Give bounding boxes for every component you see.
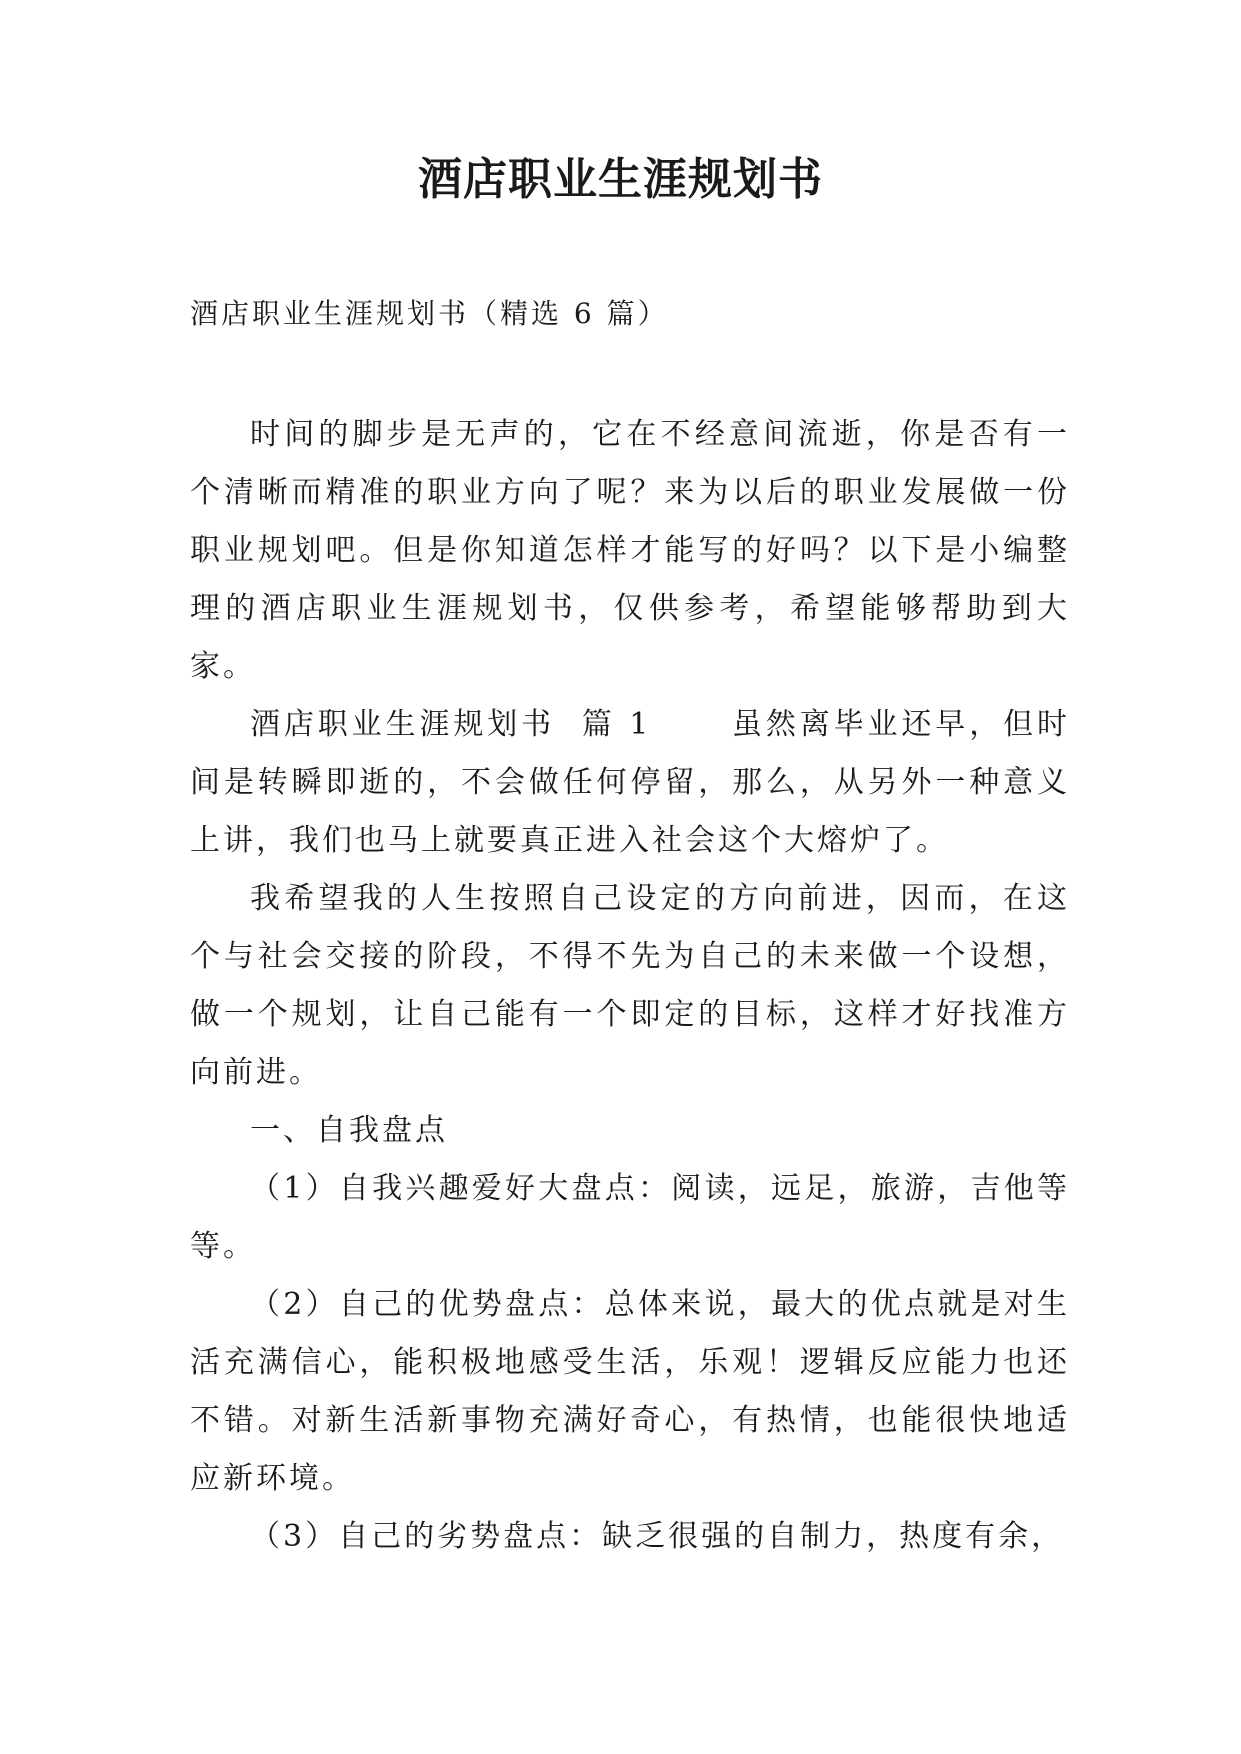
document-body bbox=[190, 406, 1070, 1566]
paragraph-hope: 我希望我的人生按照自己设定的方向前进，因而，在这个与社会交接的阶段，不得不先为自己的未来做一个设想，做一个规划，让自己能有一个即定的目标，这样才好找准方向前进。 bbox=[190, 881, 1070, 1090]
document-subtitle: 酒店职业生涯规划书（精选 6 篇） bbox=[190, 297, 669, 330]
paragraph-weaknesses: （3）自己的劣势盘点：缺乏很强的自制力，热度有余， bbox=[250, 1519, 1065, 1554]
paragraph-interests: （1）自我兴趣爱好大盘点：阅读，远足，旅游，吉他等等。 bbox=[190, 1171, 1070, 1264]
paragraph-intro: 时间的脚步是无声的，它在不经意间流逝，你是否有一个清晰而精准的职业方向了呢？来为以后的职业发展做一份职业规划吧。但是你知道怎样才能写的好吗？以下是小编整理的酒店职业生涯规划书，仅供参考，希望能够帮助到大家。 bbox=[190, 417, 1070, 684]
paragraph-part1-opening: 酒店职业生涯规划书 篇 1 虽然离毕业还早，但时间是转瞬即逝的，不会做任何停留，那么，从另外一种意义上讲，我们也马上就要真正进入社会这个大熔炉了。 bbox=[190, 707, 1070, 858]
document-title: 酒店职业生涯规划书 bbox=[418, 154, 823, 205]
paragraph-strengths: （2）自己的优势盘点：总体来说，最大的优点就是对生活充满信心，能积极地感受生活，乐观！逻辑反应能力也还不错。对新生活新事物充满好奇心，有热情，也能很快地适应新环境。 bbox=[190, 1287, 1070, 1496]
section-heading-self-inventory: 一、自我盘点 bbox=[250, 1113, 448, 1148]
